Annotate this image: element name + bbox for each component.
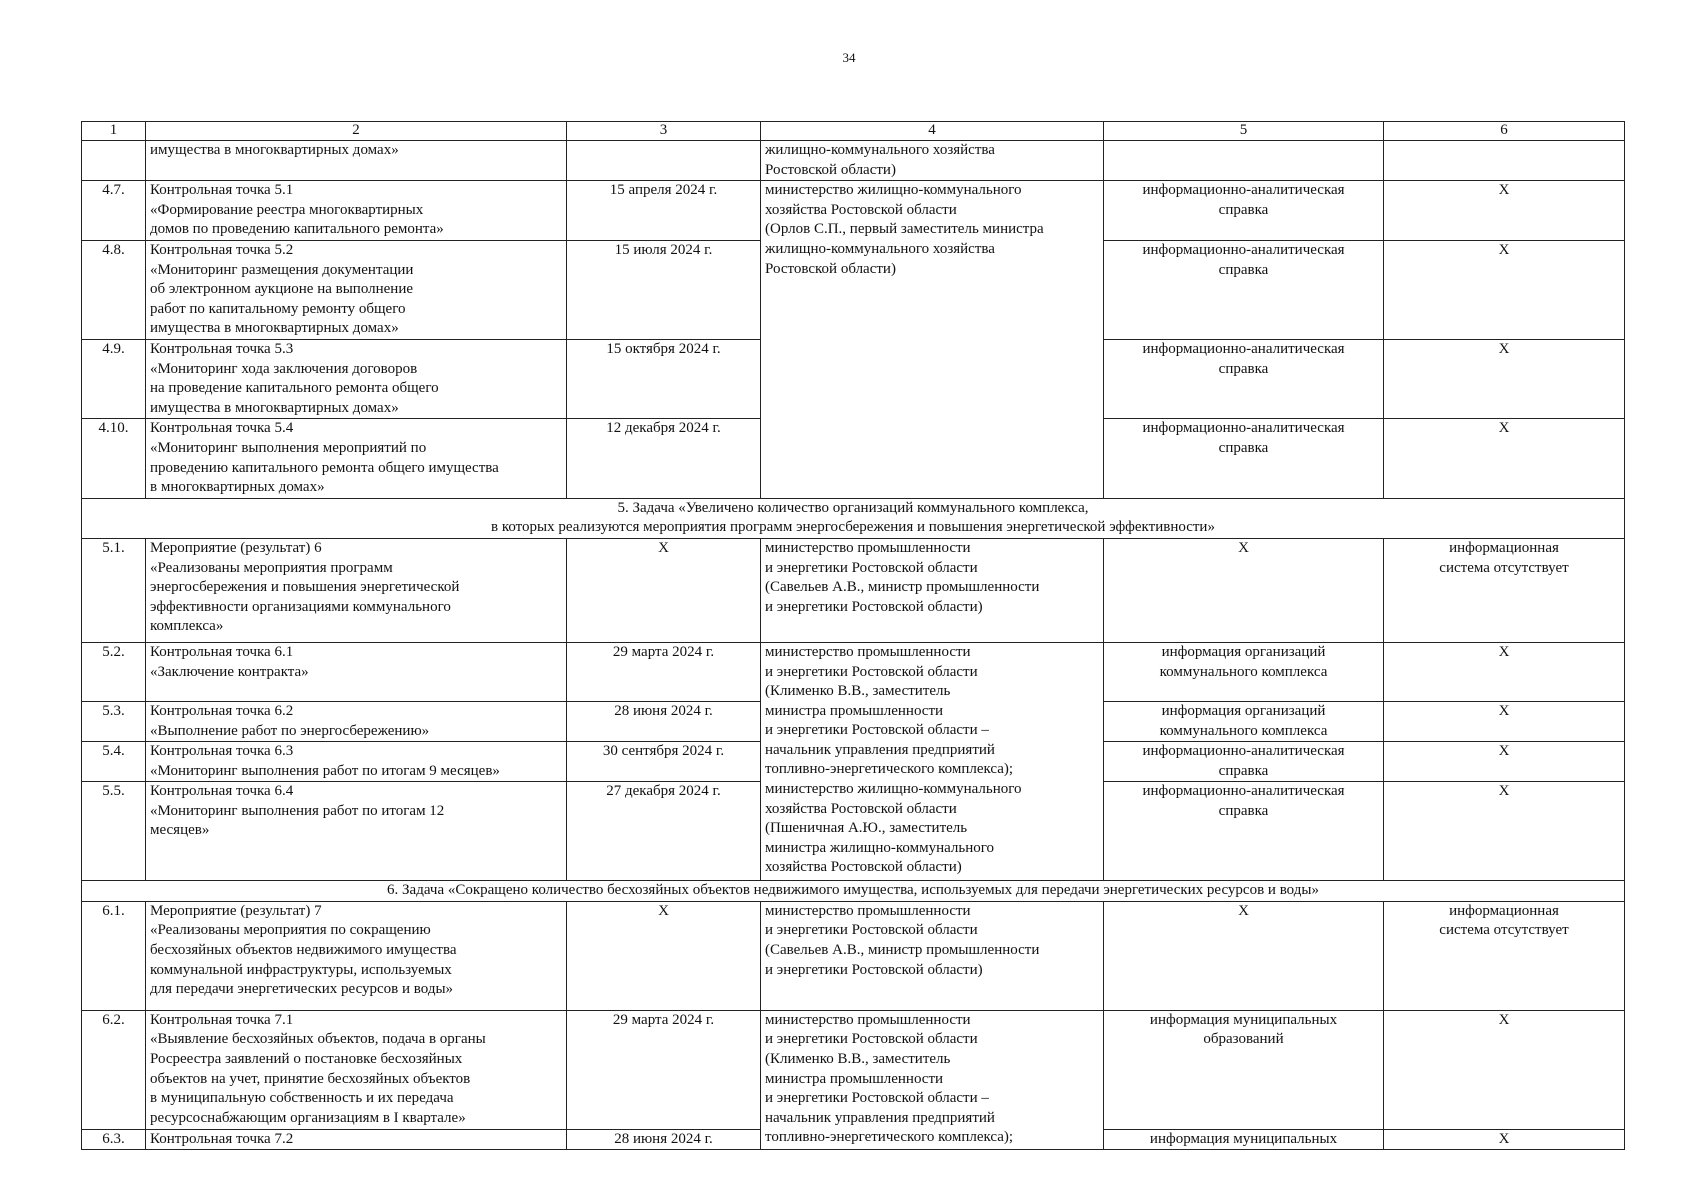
- document-type-cell: информационно-аналитическая справка: [1104, 742, 1384, 782]
- row-number-cell: [82, 141, 146, 181]
- deadline-cell: X: [567, 901, 761, 1010]
- table-row: [82, 642, 1625, 701]
- document-type-cell: информация муниципальных: [1104, 1129, 1384, 1150]
- item-name-cell: имущества в многоквартирных домах»: [146, 141, 567, 181]
- table-row: [82, 181, 1625, 241]
- info-system-cell: X: [1384, 181, 1625, 241]
- table-row: [82, 141, 1625, 181]
- document-type-cell: информация организаций коммунального комплекса: [1104, 642, 1384, 701]
- item-name-cell: Контрольная точка 6.1 «Заключение контракта»: [146, 642, 567, 701]
- item-name-cell: Контрольная точка 6.2 «Выполнение работ по энергосбережению»: [146, 701, 567, 741]
- column-number: 5: [1104, 122, 1384, 141]
- document-type-cell: X: [1104, 538, 1384, 642]
- row-number-cell: 5.5.: [82, 782, 146, 881]
- responsible-cell: министерство промышленности и энергетики Ростовской области (Савельев А.В., министр промышленности и энергетики Ростовской области): [761, 538, 1104, 642]
- row-number-cell: 4.9.: [82, 339, 146, 418]
- info-system-cell: информационная система отсутствует: [1384, 901, 1625, 1010]
- responsible-cell: министерство промышленности и энергетики Ростовской области (Клименко В.В., заместитель министра промышленности и энергетики Ростовской области – начальник управления предприятий топливно-энергетического комплекса); министерство жилищно-коммунального хозяйства Ростовской области (Пшеничная А.Ю., заместитель министра жилищно-коммунального хозяйства Ростовской области): [761, 642, 1104, 880]
- row-number-cell: 5.2.: [82, 642, 146, 701]
- task-heading-row: [82, 498, 1625, 538]
- info-system-cell: [1384, 141, 1625, 181]
- deadline-cell: 28 июня 2024 г.: [567, 1129, 761, 1150]
- row-number-cell: 5.1.: [82, 538, 146, 642]
- item-name-cell: Контрольная точка 5.1 «Формирование реестра многоквартирных домов по проведению капитального ремонта»: [146, 181, 567, 241]
- item-name-cell: Контрольная точка 6.4 «Мониторинг выполнения работ по итогам 12 месяцев»: [146, 782, 567, 881]
- column-number-row: [82, 122, 1625, 141]
- deadline-cell: 15 октября 2024 г.: [567, 339, 761, 418]
- info-system-cell: X: [1384, 782, 1625, 881]
- row-number-cell: 6.2.: [82, 1010, 146, 1129]
- task-heading: 6. Задача «Сокращено количество бесхозяйных объектов недвижимого имущества, используемых для передачи энергетических ресурсов и воды»: [82, 881, 1625, 902]
- item-name-cell: Контрольная точка 5.3 «Мониторинг хода заключения договоров на проведение капитального ремонта общего имущества в многоквартирных домах»: [146, 339, 567, 418]
- item-name-cell: Контрольная точка 5.4 «Мониторинг выполнения мероприятий по проведению капитального ремонта общего имущества в многоквартирных домах»: [146, 419, 567, 498]
- column-number: 4: [761, 122, 1104, 141]
- table-row: [82, 1010, 1625, 1129]
- column-number: 1: [82, 122, 146, 141]
- responsible-cell: жилищно-коммунального хозяйства Ростовской области): [761, 141, 1104, 181]
- table-row: [82, 538, 1625, 642]
- deadline-cell: X: [567, 538, 761, 642]
- page-number: 34: [842, 50, 856, 65]
- document-type-cell: информационно-аналитическая справка: [1104, 419, 1384, 498]
- info-system-cell: X: [1384, 642, 1625, 701]
- row-number-cell: 5.3.: [82, 701, 146, 741]
- info-system-cell: X: [1384, 1129, 1625, 1150]
- info-system-cell: X: [1384, 701, 1625, 741]
- responsible-cell: министерство промышленности и энергетики Ростовской области (Клименко В.В., заместитель министра промышленности и энергетики Ростовской области – начальник управления предприятий топливно-энергетического комплекса);: [761, 1010, 1104, 1150]
- info-system-cell: X: [1384, 240, 1625, 339]
- deadline-cell: 27 декабря 2024 г.: [567, 782, 761, 881]
- row-number-cell: 6.3.: [82, 1129, 146, 1150]
- row-number-cell: 4.8.: [82, 240, 146, 339]
- plan-table: [81, 121, 1625, 1150]
- document-type-cell: информационно-аналитическая справка: [1104, 240, 1384, 339]
- row-number-cell: 4.10.: [82, 419, 146, 498]
- column-number: 2: [146, 122, 567, 141]
- responsible-cell: министерство жилищно-коммунального хозяйства Ростовской области (Орлов С.П., первый заместитель министра жилищно-коммунального хозяйства Ростовской области): [761, 181, 1104, 499]
- document-type-cell: [1104, 141, 1384, 181]
- item-name-cell: Контрольная точка 6.3 «Мониторинг выполнения работ по итогам 9 месяцев»: [146, 742, 567, 782]
- row-number-cell: 5.4.: [82, 742, 146, 782]
- column-number: 3: [567, 122, 761, 141]
- document-type-cell: информационно-аналитическая справка: [1104, 181, 1384, 241]
- item-name-cell: Контрольная точка 7.1 «Выявление бесхозяйных объектов, подача в органы Росреестра заявлений о постановке бесхозяйных объектов на учет, принятие бесхозяйных объектов в муниципальную собственность и их передача ресурсоснабжающим организациям в I квартале»: [146, 1010, 567, 1129]
- item-name-cell: Мероприятие (результат) 7 «Реализованы мероприятия по сокращению бесхозяйных объектов недвижимого имущества коммунальной инфраструктуры, используемых для передачи энергетических ресурсов и воды»: [146, 901, 567, 1010]
- row-number-cell: 6.1.: [82, 901, 146, 1010]
- deadline-cell: 15 июля 2024 г.: [567, 240, 761, 339]
- document-type-cell: информация организаций коммунального комплекса: [1104, 701, 1384, 741]
- document-type-cell: информационно-аналитическая справка: [1104, 339, 1384, 418]
- info-system-cell: X: [1384, 1010, 1625, 1129]
- column-number: 6: [1384, 122, 1625, 141]
- info-system-cell: X: [1384, 742, 1625, 782]
- deadline-cell: 30 сентября 2024 г.: [567, 742, 761, 782]
- task-heading: 5. Задача «Увеличено количество организаций коммунального комплекса, в которых реализуются мероприятия программ энергосбережения и повышения энергетической эффективности»: [82, 498, 1625, 538]
- row-number-cell: 4.7.: [82, 181, 146, 241]
- info-system-cell: X: [1384, 339, 1625, 418]
- deadline-cell: 29 марта 2024 г.: [567, 1010, 761, 1129]
- deadline-cell: 28 июня 2024 г.: [567, 701, 761, 741]
- deadline-cell: [567, 141, 761, 181]
- deadline-cell: 12 декабря 2024 г.: [567, 419, 761, 498]
- task-heading-row: [82, 881, 1625, 902]
- deadline-cell: 29 марта 2024 г.: [567, 642, 761, 701]
- document-type-cell: информация муниципальных образований: [1104, 1010, 1384, 1129]
- item-name-cell: Контрольная точка 7.2: [146, 1129, 567, 1150]
- table-row: [82, 901, 1625, 1010]
- info-system-cell: X: [1384, 419, 1625, 498]
- deadline-cell: 15 апреля 2024 г.: [567, 181, 761, 241]
- document-type-cell: информационно-аналитическая справка: [1104, 782, 1384, 881]
- item-name-cell: Мероприятие (результат) 6 «Реализованы мероприятия программ энергосбережения и повышения энергетической эффективности организациями коммунального комплекса»: [146, 538, 567, 642]
- item-name-cell: Контрольная точка 5.2 «Мониторинг размещения документации об электронном аукционе на выполнение работ по капитальному ремонту общего имущества в многоквартирных домах»: [146, 240, 567, 339]
- document-type-cell: X: [1104, 901, 1384, 1010]
- responsible-cell: министерство промышленности и энергетики Ростовской области (Савельев А.В., министр промышленности и энергетики Ростовской области): [761, 901, 1104, 1010]
- info-system-cell: информационная система отсутствует: [1384, 538, 1625, 642]
